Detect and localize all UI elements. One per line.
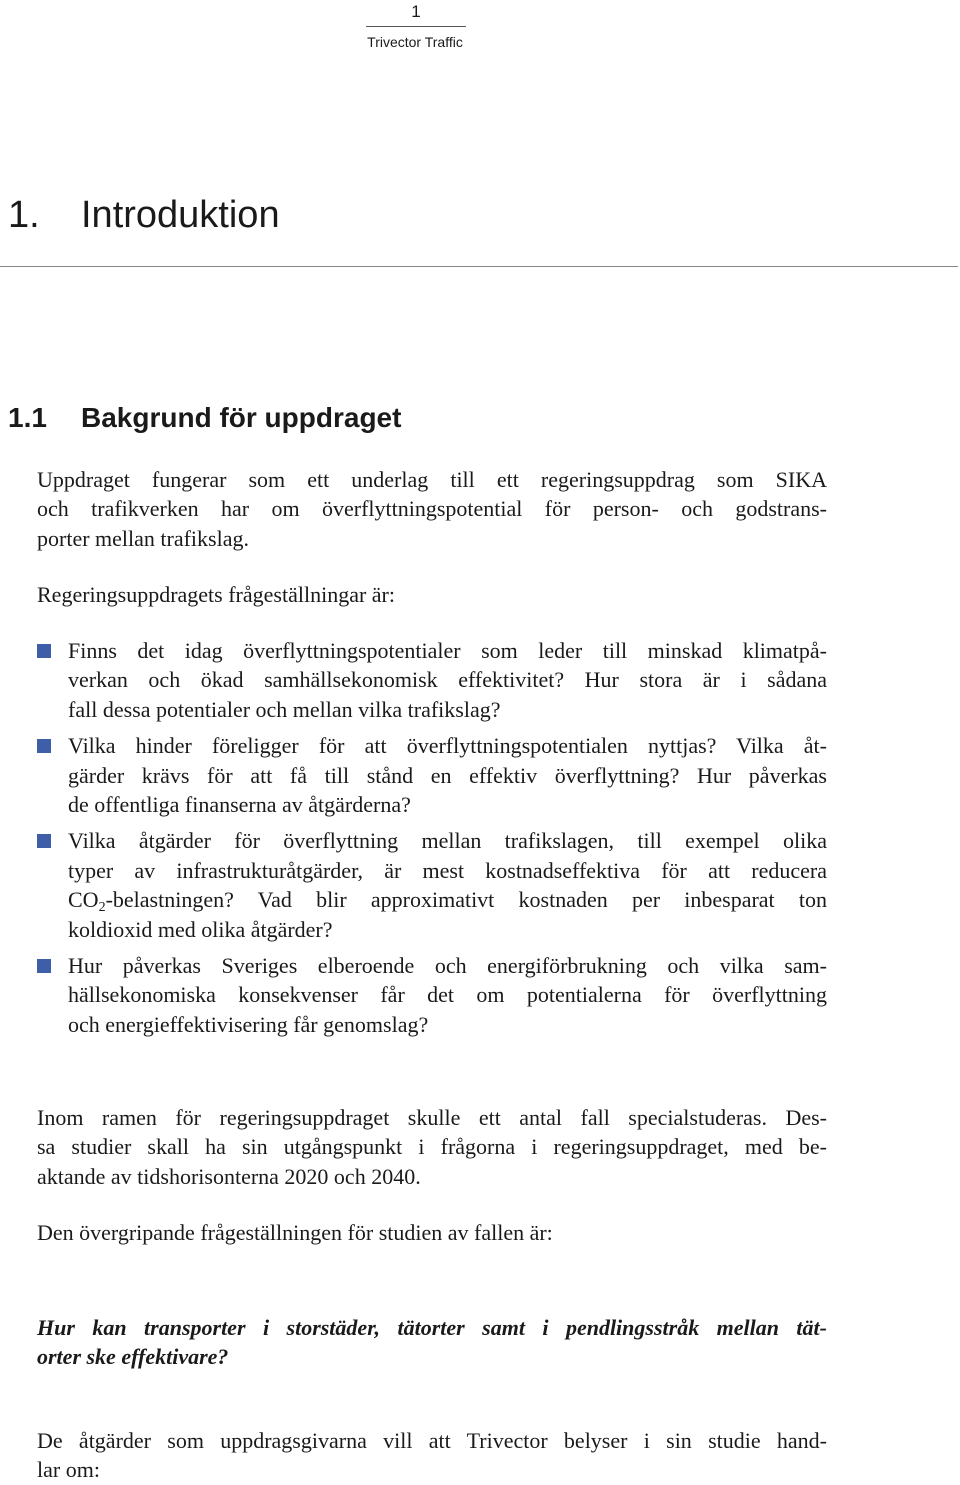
section-number: 1.1	[8, 402, 47, 433]
text-line: koldioxid med olika åtgärder?	[68, 916, 333, 942]
list-item	[37, 636, 827, 724]
section-title: Bakgrund för uppdraget	[81, 402, 402, 433]
chapter-heading	[8, 190, 280, 240]
chapter-number: 1.	[8, 194, 40, 236]
text-line: hällsekonomiska konsekvenser får det om potentialerna för överflyttning	[68, 982, 827, 1008]
main-research-question	[37, 1313, 827, 1372]
chapter-divider	[0, 266, 958, 267]
text-line: lar om:	[37, 1457, 100, 1483]
text-line: Hur påverkas Sveriges elberoende och energiförbrukning och vilka sam-	[68, 953, 827, 979]
text-line: gärder krävs för att få till stånd en effektiv överflyttning? Hur påverkas	[68, 762, 827, 788]
text-fragment: -belastningen? Vad blir approximativt kostnaden per inbesparat ton	[105, 887, 827, 913]
case-study-paragraph	[37, 1103, 827, 1191]
chemical-subscript: 2	[98, 900, 106, 916]
text-line: Uppdraget fungerar som ett underlag till ett regeringsuppdrag som SIKA	[37, 467, 827, 492]
square-bullet-icon	[37, 959, 51, 973]
list-item	[37, 951, 827, 1039]
text-line: Inom ramen för regeringsuppdraget skulle ett antal fall specialstuderas. Des-	[37, 1105, 827, 1130]
text-line: Hur kan transporter i storstäder, tätorter samt i pendlingsstråk mellan tät-	[37, 1315, 827, 1340]
overall-question-intro	[37, 1218, 827, 1247]
text-line: Den övergripande frågeställningen för studien av fallen är:	[37, 1220, 553, 1245]
text-line: sa studier skall ha sin utgångspunkt i frågorna i regeringsuppdraget, med be-	[37, 1134, 827, 1160]
text-line: och energieffektivisering får genomslag?	[68, 1011, 429, 1037]
text-line: Vilka hinder föreligger för att överflyttningspotentialen nyttjas? Vilka åt-	[68, 733, 827, 759]
measures-paragraph	[37, 1426, 827, 1485]
header-company-name: Trivector Traffic	[367, 34, 463, 50]
text-line: de offentliga finanserna av åtgärderna?	[68, 792, 411, 818]
section-heading	[8, 398, 401, 438]
text-line: Finns det idag överflyttningspotentialer som leder till minskad klimatpå-	[68, 638, 827, 663]
questions-intro	[37, 580, 827, 609]
text-line: orter ske effektivare?	[37, 1344, 229, 1370]
square-bullet-icon	[37, 834, 51, 848]
list-item	[37, 731, 827, 819]
intro-paragraph	[37, 465, 827, 553]
text-line: porter mellan trafikslag.	[37, 525, 249, 551]
text-line: typer av infrastrukturåtgärder, är mest kostnadseffektiva för att reducera	[68, 857, 827, 883]
text-line: Regeringsuppdragets frågeställningar är:	[37, 582, 395, 607]
text-line: verkan och ökad samhällsekonomisk effektivitet? Hur stora är i sådana	[68, 667, 827, 693]
page-number: 1	[411, 2, 421, 21]
text-line	[68, 885, 827, 914]
chapter-title: Introduktion	[81, 194, 280, 236]
square-bullet-icon	[37, 739, 51, 753]
text-line: fall dessa potentialer och mellan vilka trafikslag?	[68, 696, 501, 722]
co2-text	[68, 887, 106, 916]
list-item	[37, 826, 827, 944]
header-divider	[366, 26, 466, 27]
text-line: aktande av tidshorisonterna 2020 och 2040.	[37, 1163, 421, 1189]
question-list	[37, 636, 827, 1046]
text-line: De åtgärder som uppdragsgivarna vill att Trivector belyser i sin studie hand-	[37, 1428, 827, 1453]
square-bullet-icon	[37, 644, 51, 658]
chemical-formula: CO	[68, 887, 99, 913]
text-line: Vilka åtgärder för överflyttning mellan trafikslagen, till exempel olika	[68, 828, 827, 854]
text-line: och trafikverken har om överflyttningspotential för person- och godstrans-	[37, 496, 827, 522]
